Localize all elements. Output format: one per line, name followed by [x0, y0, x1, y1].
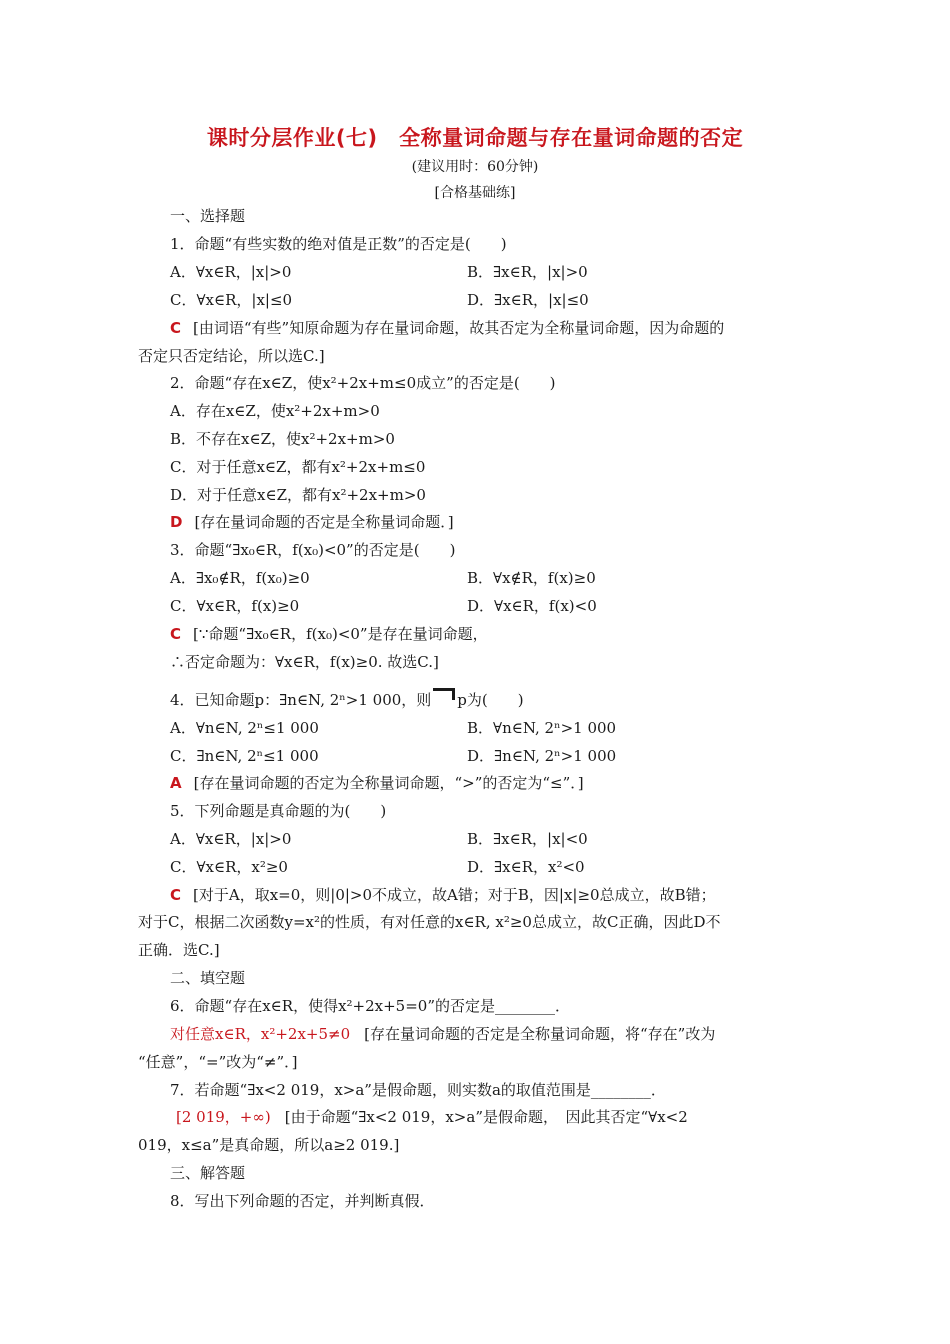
answer-explanation — [170, 885, 716, 905]
option-b: B．∃x∈R，|x|>0 — [467, 263, 588, 281]
option-c: C．∃n∈N, 2ⁿ≤1 000 — [170, 747, 319, 765]
answer-explanation — [170, 624, 488, 644]
option-d: D．∀x∈R，f(x)<0 — [467, 597, 597, 615]
option-b: B．∀x∉R，f(x)≥0 — [467, 569, 596, 587]
explanation-text: [存在量词命题的否定为全称量词命题，“>”的否定为“≤”．] — [193, 774, 584, 792]
answer-key: D — [170, 513, 183, 531]
explanation-text: [由于命题“∃x<2 019，x>a”是假命题， 因此其否定“∀x<2 — [284, 1108, 688, 1126]
fill-answer: [2 019，+∞) — [176, 1108, 271, 1126]
option-b: B．∃x∈R，|x|<0 — [467, 830, 588, 848]
explanation-text: [∵命题“∃x₀∈R，f(x₀)<0”是存在量词命题， — [193, 625, 488, 643]
question-stem: 2．命题“存在x∈Z，使x²+2x+m≤0成立”的否定是( ) — [170, 374, 556, 392]
option-b: B．∀n∈N, 2ⁿ>1 000 — [467, 719, 617, 737]
explanation-text: 正确．选C.] — [138, 941, 220, 959]
option-a: A．∀x∈R，|x|>0 — [170, 263, 292, 281]
option-a: A．∀n∈N, 2ⁿ≤1 000 — [170, 719, 319, 737]
level-label: [合格基础练] — [434, 185, 516, 201]
option-c: C．∀x∈R，f(x)≥0 — [170, 597, 300, 615]
option-d: D．∃x∈R，|x|≤0 — [467, 291, 589, 309]
answer-explanation — [170, 1024, 715, 1044]
question-stem: 7．若命题“∃x<2 019，x>a”是假命题，则实数a的取值范围是________． — [170, 1081, 666, 1099]
section-heading: 二、填空题 — [170, 969, 246, 987]
explanation-text: 对于C，根据二次函数y=x²的性质，有对任意的x∈R, x²≥0总成立，故C正确，因此D不 — [138, 913, 721, 931]
answer-explanation — [170, 512, 454, 532]
explanation-text: ∴否定命题为：∀x∈R，f(x)≥0. 故选C.] — [170, 653, 439, 671]
answer-key: C — [170, 625, 182, 643]
stem-part: 4．已知命题p：∃n∈N, 2ⁿ>1 000，则 — [170, 691, 432, 709]
question-stem: 6．命题“存在x∈R，使得x²+2x+5=0”的否定是________． — [170, 997, 571, 1015]
question-stem: 3．命题“∃x₀∈R，f(x₀)<0”的否定是( ) — [170, 541, 456, 559]
answer-explanation — [170, 318, 724, 338]
explanation-text: “任意”，“=”改为“≠”．] — [138, 1053, 298, 1071]
negation-symbol-icon — [431, 690, 457, 710]
section-heading: 三、解答题 — [170, 1164, 246, 1182]
option-c: C．对于任意x∈Z，都有x²+2x+m≤0 — [170, 458, 426, 476]
time-note: (建议用时：60分钟) — [411, 159, 539, 175]
option-a: A．存在x∈Z，使x²+2x+m>0 — [170, 402, 380, 420]
answer-key: C — [170, 886, 182, 904]
answer-explanation — [170, 773, 584, 793]
explanation-text: 019，x≤a”是真命题，所以a≥2 019.] — [138, 1136, 400, 1154]
option-d: D．∃x∈R，x²<0 — [467, 858, 585, 876]
section-heading: 一、选择题 — [170, 207, 246, 225]
fill-answer: 对任意x∈R，x²+2x+5≠0 — [170, 1025, 351, 1043]
stem-part: p为( ) — [457, 691, 524, 709]
option-c: C．∀x∈R，x²≥0 — [170, 858, 288, 876]
answer-key: A — [170, 774, 182, 792]
question-stem: 1．命题“有些实数的绝对值是正数”的否定是( ) — [170, 235, 507, 253]
option-a: A．∀x∈R，|x|>0 — [170, 830, 292, 848]
question-stem — [170, 690, 524, 710]
explanation-text: [对于A，取x=0，则|0|>0不成立，故A错；对于B，因|x|≥0总成立，故B错； — [193, 886, 716, 904]
option-b: B．不存在x∈Z，使x²+2x+m>0 — [170, 430, 395, 448]
question-stem: 5．下列命题是真命题的为( ) — [170, 802, 387, 820]
answer-key: C — [170, 319, 182, 337]
option-d: D．∃n∈N, 2ⁿ>1 000 — [467, 747, 617, 765]
question-stem: 8．写出下列命题的否定，并判断真假． — [170, 1192, 435, 1210]
option-d: D．对于任意x∈Z，都有x²+2x+m>0 — [170, 486, 426, 504]
explanation-text: 否定只否定结论，所以选C.] — [138, 347, 325, 365]
page-title: 课时分层作业(七) 全称量词命题与存在量词命题的否定 — [206, 126, 744, 150]
explanation-text: [存在量词命题的否定是全称量词命题，将“存在”改为 — [364, 1025, 716, 1043]
explanation-text: [由词语“有些”知原命题为存在量词命题，故其否定为全称量词命题，因为命题的 — [193, 319, 725, 337]
option-a: A．∃x₀∉R，f(x₀)≥0 — [170, 569, 310, 587]
option-c: C．∀x∈R，|x|≤0 — [170, 291, 293, 309]
answer-explanation — [176, 1107, 688, 1127]
explanation-text: [存在量词命题的否定是全称量词命题．] — [194, 513, 454, 531]
